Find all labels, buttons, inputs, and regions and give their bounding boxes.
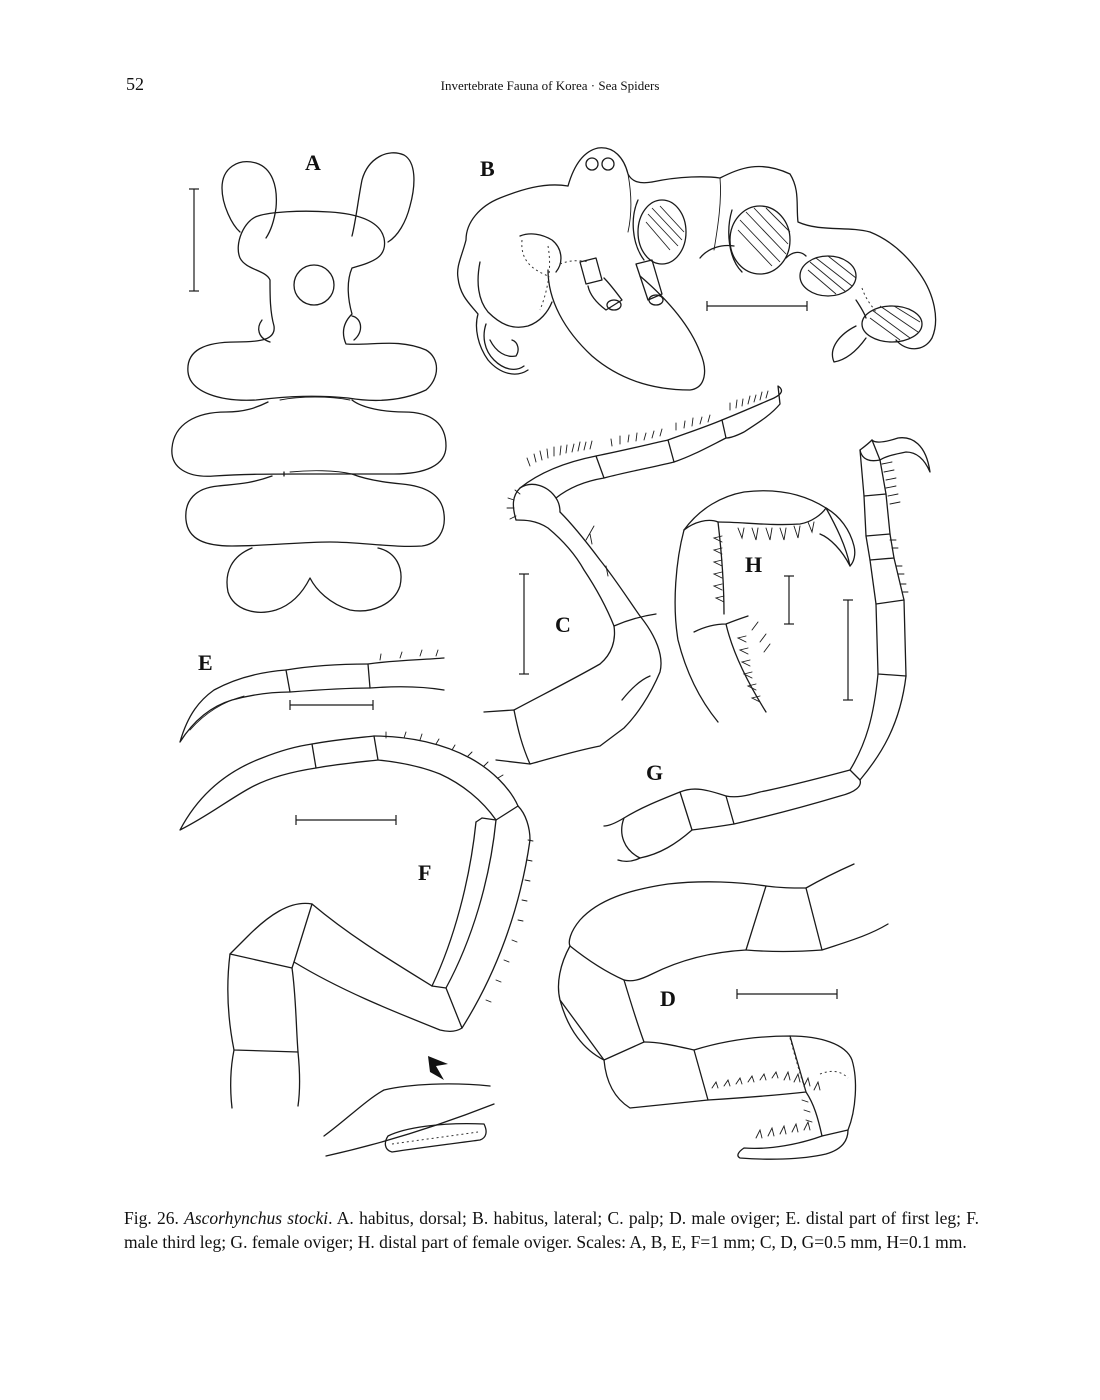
panel-label-e: E (198, 650, 213, 675)
panel-f-drawing (180, 732, 533, 1156)
panel-label-b: B (480, 156, 495, 181)
panel-b-drawing (458, 148, 936, 390)
panel-h-drawing (675, 491, 855, 722)
panel-label-f: F (418, 860, 432, 885)
panel-d-drawing (558, 864, 888, 1159)
caption-text: . A. habitus, dorsal; B. habitus, lateral; C. palp; D. male oviger; E. distal part of first leg; F. male third leg; G. female oviger; H. distal part of female oviger. Scales: A, B, E, F=1 mm; C, D, G=0.5 mm, H=0.1 mm. (124, 1208, 980, 1252)
panel-a-drawing (172, 153, 446, 612)
caption-prefix: Fig. 26. (124, 1208, 179, 1228)
panel-e-drawing (180, 650, 444, 742)
arrow-icon (428, 1056, 448, 1080)
panel-label-a: A (305, 150, 321, 175)
panel-label-g: G (646, 760, 664, 785)
caption-species: Ascorhynchus stocki (184, 1208, 329, 1228)
running-title: Invertebrate Fauna of Korea · Sea Spiders (440, 78, 660, 93)
figure-caption (124, 1206, 979, 1254)
panel-g-drawing (604, 438, 930, 862)
page-number: 52 (126, 74, 144, 94)
panel-label-d: D (660, 986, 676, 1011)
panel-label-c: C (555, 612, 571, 637)
panel-c-drawing (484, 386, 781, 764)
panel-label-h: H (745, 552, 763, 577)
